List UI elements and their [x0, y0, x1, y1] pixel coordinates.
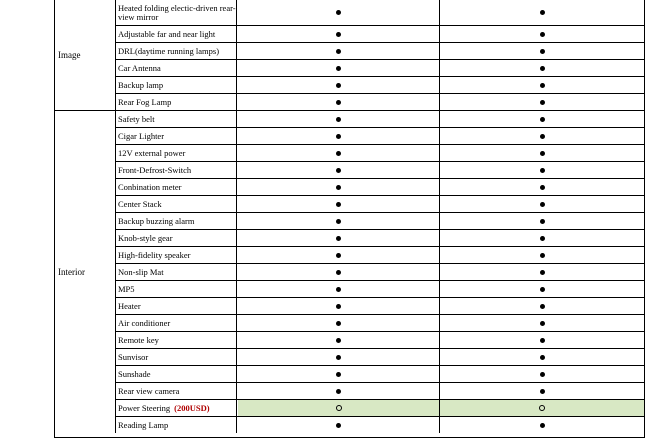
table-row	[115, 94, 644, 111]
availability-cell	[238, 77, 440, 93]
feature-label	[115, 26, 237, 42]
feature-text: Sunvisor	[118, 351, 149, 362]
feature-label	[115, 145, 237, 161]
availability-cell	[238, 383, 440, 399]
table-row	[115, 128, 644, 145]
availability-cell	[238, 43, 440, 59]
table-row	[115, 417, 644, 433]
availability-cell	[440, 366, 644, 382]
feature-label	[115, 366, 237, 382]
standard-dot-icon	[540, 66, 545, 71]
feature-text: Air conditioner	[118, 317, 171, 328]
availability-cell	[440, 281, 644, 297]
availability-cell	[440, 94, 644, 110]
availability-cell	[238, 332, 440, 348]
feature-label	[115, 0, 237, 25]
standard-dot-icon	[540, 32, 545, 37]
feature-label	[115, 196, 237, 212]
feature-label	[115, 315, 237, 331]
availability-cell	[238, 196, 440, 212]
standard-dot-icon	[336, 372, 341, 377]
standard-dot-icon	[336, 117, 341, 122]
feature-label	[115, 349, 237, 365]
availability-cell	[440, 128, 644, 144]
feature-text: Adjustable far and near light	[118, 28, 216, 39]
table-row	[115, 111, 644, 128]
availability-cell	[238, 264, 440, 280]
feature-text: Backup buzzing alarm	[118, 215, 195, 226]
availability-cell	[440, 315, 644, 331]
feature-label	[115, 162, 237, 178]
standard-dot-icon	[540, 304, 545, 309]
availability-cell	[238, 111, 440, 127]
standard-dot-icon	[540, 338, 545, 343]
table-row	[115, 162, 644, 179]
feature-text: Front-Defrost-Switch	[118, 164, 192, 175]
standard-dot-icon	[540, 219, 545, 224]
feature-label	[115, 128, 237, 144]
feature-text: Power Steering	[118, 402, 171, 413]
availability-cell	[238, 94, 440, 110]
feature-text: MP5	[118, 283, 135, 294]
standard-dot-icon	[540, 423, 545, 428]
standard-dot-icon	[336, 168, 341, 173]
feature-text: Rear view camera	[118, 385, 180, 396]
feature-text: Center Stack	[118, 198, 162, 209]
standard-dot-icon	[336, 253, 341, 258]
table-row	[115, 179, 644, 196]
standard-dot-icon	[540, 253, 545, 258]
feature-text: Backup lamp	[118, 79, 164, 90]
availability-cell	[238, 60, 440, 76]
group-label: Interior	[58, 267, 85, 277]
availability-cell	[440, 77, 644, 93]
standard-dot-icon	[540, 49, 545, 54]
feature-text: Car Antenna	[118, 62, 161, 73]
standard-dot-icon	[540, 270, 545, 275]
availability-cell	[238, 400, 440, 416]
availability-cell	[440, 26, 644, 42]
feature-label	[115, 230, 237, 246]
standard-dot-icon	[540, 202, 545, 207]
standard-dot-icon	[540, 100, 545, 105]
standard-dot-icon	[540, 168, 545, 173]
availability-cell	[238, 26, 440, 42]
table-row	[115, 145, 644, 162]
standard-dot-icon	[336, 219, 341, 224]
availability-cell	[440, 196, 644, 212]
table-row	[115, 383, 644, 400]
availability-cell	[440, 417, 644, 433]
feature-text: DRL(daytime running lamps)	[118, 45, 220, 56]
table-row	[115, 281, 644, 298]
table-row	[115, 247, 644, 264]
feature-text: Safety belt	[118, 113, 155, 124]
feature-label	[115, 298, 237, 314]
availability-cell	[440, 179, 644, 195]
availability-cell	[440, 332, 644, 348]
table-row	[115, 213, 644, 230]
table-row	[115, 264, 644, 281]
availability-cell	[440, 400, 644, 416]
optional-circle-icon	[539, 405, 545, 411]
standard-dot-icon	[540, 389, 545, 394]
table-row	[115, 349, 644, 366]
standard-dot-icon	[540, 236, 545, 241]
feature-text: Conbination meter	[118, 181, 182, 192]
feature-label	[115, 111, 237, 127]
feature-label	[115, 179, 237, 195]
feature-text: Rear Fog Lamp	[118, 96, 172, 107]
availability-cell	[238, 128, 440, 144]
feature-label	[115, 383, 237, 399]
availability-cell	[238, 162, 440, 178]
option-price: (200USD)	[174, 402, 210, 413]
table-row	[115, 196, 644, 213]
standard-dot-icon	[336, 321, 341, 326]
table-row	[115, 26, 644, 43]
availability-cell	[238, 298, 440, 314]
feature-text: 12V external power	[118, 147, 186, 158]
standard-dot-icon	[540, 151, 545, 156]
feature-label	[115, 400, 237, 416]
table-row	[115, 400, 644, 417]
availability-cell	[238, 315, 440, 331]
standard-dot-icon	[336, 270, 341, 275]
availability-cell	[440, 43, 644, 59]
availability-cell	[440, 145, 644, 161]
table-row	[115, 77, 644, 94]
standard-dot-icon	[336, 185, 341, 190]
standard-dot-icon	[336, 287, 341, 292]
standard-dot-icon	[336, 49, 341, 54]
availability-cell	[440, 111, 644, 127]
standard-dot-icon	[540, 321, 545, 326]
availability-cell	[440, 383, 644, 399]
table-row	[115, 298, 644, 315]
standard-dot-icon	[336, 304, 341, 309]
table-row	[115, 366, 644, 383]
table-row	[115, 43, 644, 60]
table-row	[115, 332, 644, 349]
availability-cell	[238, 247, 440, 263]
standard-dot-icon	[540, 117, 545, 122]
availability-cell	[440, 213, 644, 229]
standard-dot-icon	[336, 32, 341, 37]
standard-dot-icon	[336, 236, 341, 241]
feature-text: Cigar Lighter	[118, 130, 165, 141]
feature-text: High-fidelity speaker	[118, 249, 191, 260]
availability-cell	[440, 349, 644, 365]
availability-cell	[440, 60, 644, 76]
group-cell	[55, 111, 115, 433]
group-cell	[55, 0, 115, 111]
table-row	[115, 60, 644, 77]
standard-dot-icon	[336, 66, 341, 71]
standard-dot-icon	[336, 355, 341, 360]
feature-label	[115, 417, 237, 433]
feature-text: Non-slip Mat	[118, 266, 164, 277]
group-label: Image	[58, 50, 81, 60]
availability-cell	[440, 0, 644, 25]
availability-cell	[238, 0, 440, 25]
feature-label	[115, 43, 237, 59]
availability-cell	[440, 264, 644, 280]
availability-cell	[238, 366, 440, 382]
availability-cell	[440, 247, 644, 263]
table-row	[115, 0, 644, 26]
feature-text: Reading Lamp	[118, 419, 169, 430]
table-row	[115, 230, 644, 247]
availability-cell	[238, 145, 440, 161]
feature-label	[115, 332, 237, 348]
standard-dot-icon	[336, 202, 341, 207]
standard-dot-icon	[540, 83, 545, 88]
standard-dot-icon	[336, 10, 341, 15]
feature-label	[115, 247, 237, 263]
feature-text: Heater	[118, 300, 141, 311]
standard-dot-icon	[336, 134, 341, 139]
availability-cell	[238, 281, 440, 297]
availability-cell	[238, 349, 440, 365]
availability-cell	[238, 213, 440, 229]
standard-dot-icon	[540, 372, 545, 377]
standard-dot-icon	[336, 151, 341, 156]
standard-dot-icon	[336, 423, 341, 428]
standard-dot-icon	[336, 100, 341, 105]
feature-text: Heated folding electic-driven rear-view mirror	[118, 3, 236, 22]
standard-dot-icon	[540, 287, 545, 292]
availability-cell	[238, 230, 440, 246]
availability-cell	[238, 179, 440, 195]
availability-cell	[440, 230, 644, 246]
standard-dot-icon	[336, 389, 341, 394]
feature-label	[115, 213, 237, 229]
availability-cell	[238, 417, 440, 433]
standard-dot-icon	[336, 338, 341, 343]
availability-cell	[440, 162, 644, 178]
standard-dot-icon	[540, 10, 545, 15]
standard-dot-icon	[540, 134, 545, 139]
standard-dot-icon	[336, 83, 341, 88]
table-row	[115, 315, 644, 332]
spec-table	[54, 0, 645, 438]
feature-label	[115, 60, 237, 76]
feature-text: Knob-style gear	[118, 232, 173, 243]
availability-cell	[440, 298, 644, 314]
feature-label	[115, 94, 237, 110]
standard-dot-icon	[540, 355, 545, 360]
standard-dot-icon	[540, 185, 545, 190]
feature-label	[115, 281, 237, 297]
feature-text: Sunshade	[118, 368, 151, 379]
feature-text: Remote key	[118, 334, 159, 345]
feature-label	[115, 264, 237, 280]
feature-label	[115, 77, 237, 93]
optional-circle-icon	[336, 405, 342, 411]
